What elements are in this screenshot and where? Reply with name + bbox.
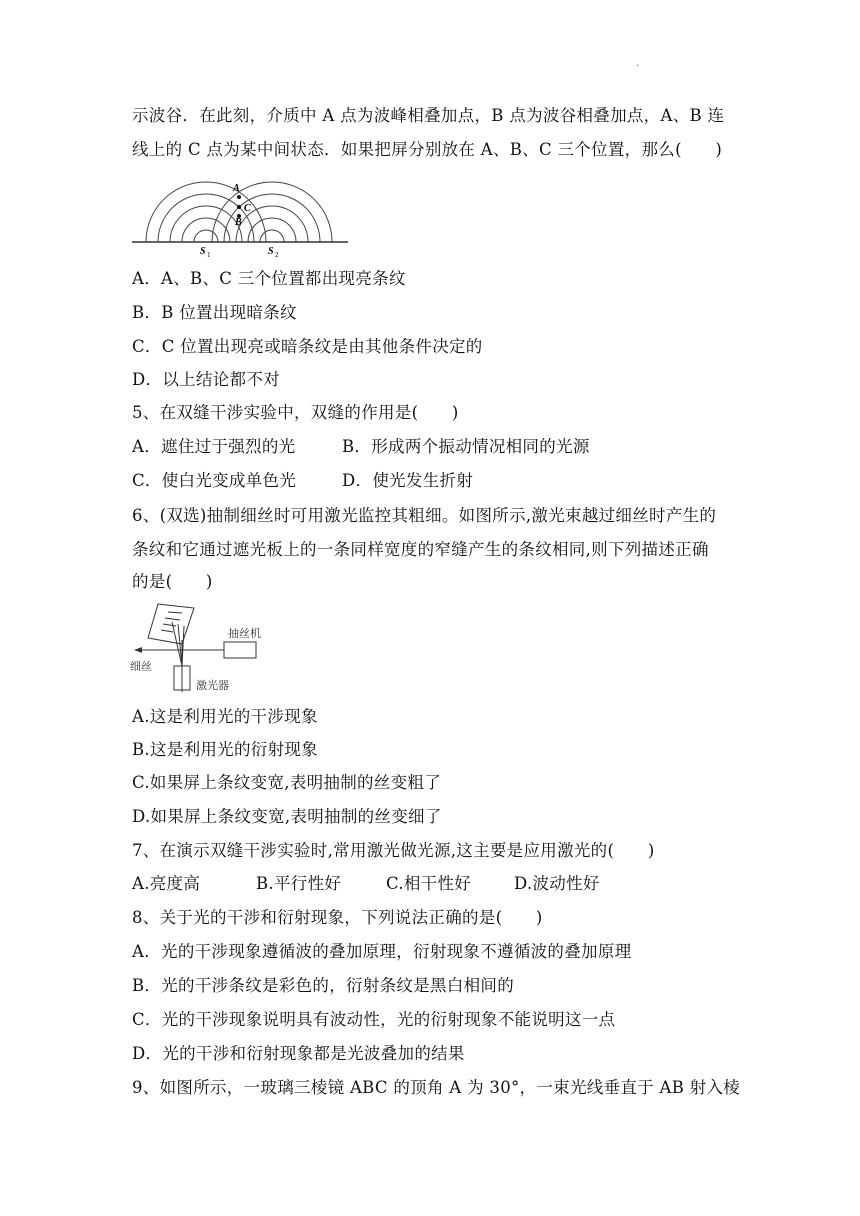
q6-line-2: 条纹和它通过遮光板上的一条同样宽度的窄缝产生的条纹相同,则下列描述正确 (132, 540, 709, 559)
label-s2-sub: 2 (275, 251, 279, 259)
q4-option-d: D．以上结论都不对 (132, 370, 280, 389)
q7-option-b: B.平行性好 (256, 874, 342, 893)
q5-options-row-2 (132, 469, 473, 493)
wave-interference-figure (132, 172, 348, 262)
q4-option-a: A．A、B、C 三个位置都出现亮条纹 (132, 269, 406, 288)
q5-stem: 5、在双缝干涉实验中，双缝的作用是( ) (132, 403, 459, 422)
q6-option-d: D.如果屏上条纹变宽,表明抽制的丝变细了 (132, 807, 442, 826)
q5-options-row-1 (132, 435, 590, 459)
q6-line-3: 的是( ) (132, 572, 213, 591)
q7-option-c: C.相干性好 (386, 874, 472, 893)
q5-option-a: A．遮住过于强烈的光 (132, 437, 296, 456)
label-machine: 抽丝机 (228, 627, 261, 640)
label-s1-sub: 1 (207, 251, 211, 259)
q7-option-a: A.亮度高 (132, 874, 201, 893)
q8-stem: 8、关于光的干涉和衍射现象，下列说法正确的是( ) (132, 908, 543, 927)
label-a: A (233, 183, 240, 194)
q6-option-a: A.这是利用光的干涉现象 (132, 707, 318, 726)
q6-line-1: 6、(双选)抽制细丝时可用激光监控其粗细。如图所示,激光束越过细丝时产生的 (132, 506, 717, 525)
label-wire: 细丝 (130, 660, 152, 673)
page-marker: . (636, 58, 640, 69)
label-s2: S (268, 246, 274, 257)
q5-option-c: C．使白光变成单色光 (132, 471, 297, 490)
q7-option-d: D.波动性好 (514, 874, 600, 893)
q8-option-c: C．光的干涉现象说明具有波动性，光的衍射现象不能说明这一点 (132, 1010, 616, 1029)
q6-option-c: C.如果屏上条纹变宽,表明抽制的丝变粗了 (132, 773, 442, 792)
q4-option-b: B．B 位置出现暗条纹 (132, 303, 297, 322)
q4-line-1: 示波谷．在此刻，介质中 A 点为波峰相叠加点，B 点为波谷相叠加点，A、B 连 (132, 106, 725, 125)
q9-stem: 9、如图所示，一玻璃三棱镜 ABC 的顶角 A 为 30°，一束光线垂直于 AB 射入棱 (132, 1078, 741, 1097)
label-s1: S (200, 246, 206, 257)
q8-option-a: A．光的干涉现象遵循波的叠加原理，衍射现象不遵循波的叠加原理 (132, 942, 632, 961)
q4-line-2: 线上的 C 点为某中间状态．如果把屏分别放在 A、B、C 三个位置，那么( ) (132, 140, 723, 159)
label-b: B (235, 217, 242, 228)
q8-option-d: D．光的干涉和衍射现象都是光波叠加的结果 (132, 1044, 465, 1063)
q5-option-b: B．形成两个振动情况相同的光源 (342, 437, 590, 456)
label-c: C (244, 203, 251, 214)
label-laser: 激光器 (196, 679, 229, 692)
q4-option-c: C．C 位置出现亮或暗条纹是由其他条件决定的 (132, 337, 483, 356)
laser-wire-figure (128, 600, 268, 696)
q6-option-b: B.这是利用光的衍射现象 (132, 740, 318, 759)
q7-stem: 7、在演示双缝干涉实验时,常用激光做光源,这主要是应用激光的( ) (132, 841, 655, 860)
q7-options-row (132, 872, 600, 896)
q8-option-b: B．光的干涉条纹是彩色的，衍射条纹是黑白相间的 (132, 976, 515, 995)
q5-option-d: D．使光发生折射 (342, 471, 474, 490)
